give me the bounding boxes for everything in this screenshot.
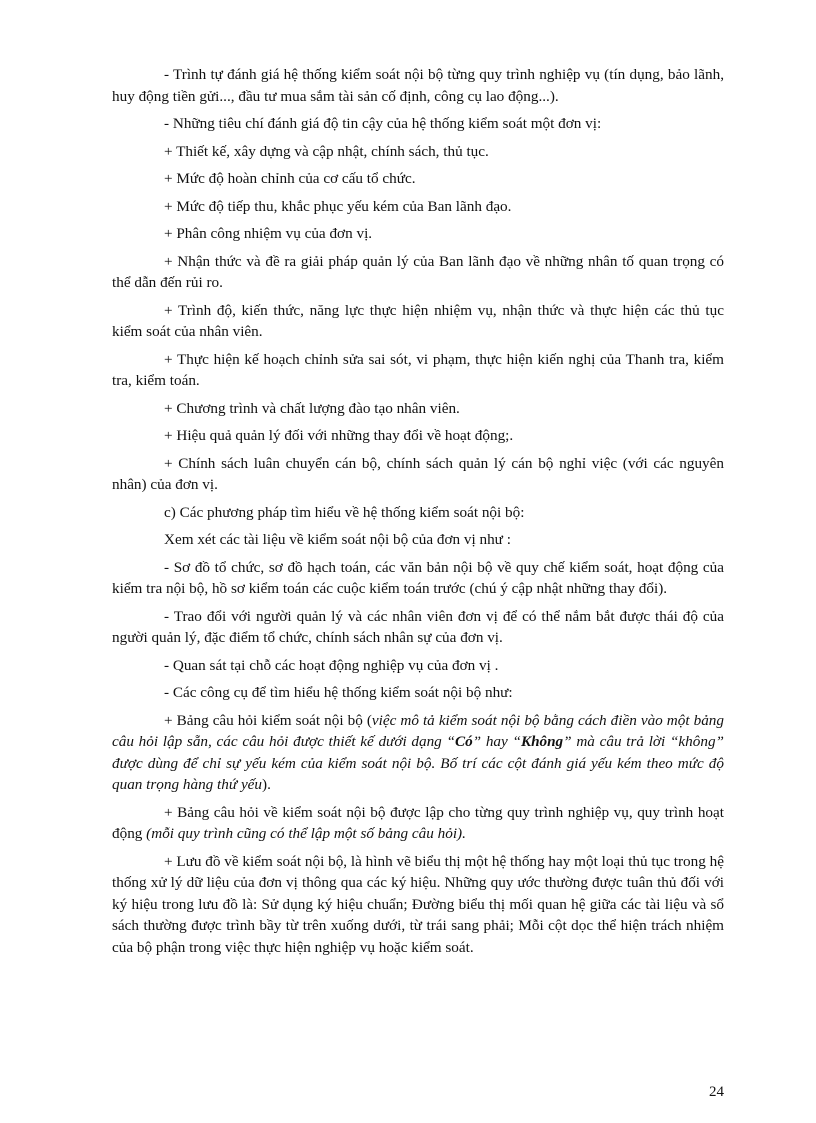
text-run: ). bbox=[262, 776, 271, 793]
text-run: + Bảng câu hỏi kiểm soát nội bộ ( bbox=[164, 711, 372, 729]
paragraph: - Quan sát tại chỗ các hoạt động nghiệp vụ của đơn vị . bbox=[164, 656, 499, 674]
list-item: + Chương trình và chất lượng đào tạo nhân viên. bbox=[164, 399, 460, 417]
italic-text: (mỗi quy trình cũng có thể lập một số bảng câu hỏi). bbox=[146, 825, 466, 842]
list-item: + Trình độ, kiến thức, năng lực thực hiện nhiệm vụ, nhận thức và thực hiện các thủ tục kiểm soát của nhân viên. bbox=[112, 301, 724, 340]
bold-italic-text: Có bbox=[454, 733, 473, 750]
page-number: 24 bbox=[709, 1084, 724, 1100]
list-item: + Mức độ tiếp thu, khắc phục yếu kém của Ban lãnh đạo. bbox=[164, 197, 512, 215]
list-item: + Lưu đồ về kiểm soát nội bộ, là hình vẽ biểu thị một hệ thống hay một loại thủ tục trong hệ thống xử lý dữ liệu của đơn vị thông qua các ký hiệu. Những quy ước thường được tuân thủ đối với ký hiệu trong lưu đồ là: Sử dụng ký hiệu chuẩn; Đường biểu thị mối quan hệ giữa các tài liệu và sổ sách thường được trình bầy từ trên xuống dưới, từ trái sang phải; Mỗi cột dọc thể hiện trách nhiệm của bộ phận trong việc thực hiện nghiệp vụ hoặc kiểm soát. bbox=[112, 852, 724, 956]
italic-text: việc mô tả kiểm soát nội bộ bằng cách điền vào một bảng câu hỏi lập sẵn, các câu hỏi được thiết kế dưới dạng “ bbox=[112, 711, 724, 750]
list-item: + Chính sách luân chuyển cán bộ, chính sách quản lý cán bộ nghỉ việc (với các nguyên nhân) của đơn vị. bbox=[112, 454, 724, 493]
list-item: + Nhận thức và đề ra giải pháp quản lý của Ban lãnh đạo về những nhân tố quan trọng có thể dẫn đến rủi ro. bbox=[112, 252, 724, 291]
paragraph: - Trình tự đánh giá hệ thống kiểm soát nội bộ từng quy trình nghiệp vụ (tín dụng, bảo lãnh, huy động tiền gửi..., đầu tư mua sắm tài sản cố định, công cụ lao động...). bbox=[112, 66, 724, 105]
paragraph: Xem xét các tài liệu về kiểm soát nội bộ của đơn vị như : bbox=[164, 531, 511, 548]
list-item: + Thực hiện kế hoạch chỉnh sửa sai sót, vi phạm, thực hiện kiến nghị của Thanh tra, kiểm tra, kiểm toán. bbox=[112, 350, 724, 389]
italic-text: ” mà câu trả lời “không” được dùng để chỉ sự yếu kém của kiểm soát nội bộ. Bố trí các cột đánh giá yếu kém theo mức độ quan trọng hàng thứ yếu bbox=[112, 733, 724, 793]
paragraph: - Sơ đồ tổ chức, sơ đồ hạch toán, các văn bản nội bộ về quy chế kiểm soát, hoạt động của kiểm tra nội bộ, hồ sơ kiểm toán các cuộc kiểm toán trước (chú ý cập nhật những thay đổi). bbox=[112, 558, 724, 597]
list-item bbox=[112, 710, 724, 796]
paragraph: - Những tiêu chí đánh giá độ tin cậy của hệ thống kiểm soát một đơn vị: bbox=[164, 115, 602, 132]
list-item: + Mức độ hoàn chỉnh của cơ cấu tổ chức. bbox=[164, 170, 416, 187]
bold-italic-text: Không bbox=[520, 733, 564, 750]
italic-text: ” hay “ bbox=[472, 733, 521, 750]
text-run: + Bảng câu hỏi về kiểm soát nội bộ được lập cho từng quy trình nghiệp vụ, quy trình hoạt động bbox=[112, 803, 724, 842]
list-item bbox=[112, 802, 724, 845]
list-item: + Phân công nhiệm vụ của đơn vị. bbox=[164, 225, 373, 242]
document-body bbox=[112, 64, 724, 964]
paragraph: - Trao đổi với người quản lý và các nhân viên đơn vị để có thể nắm bắt được thái độ của người quản lý, đặc điểm tổ chức, chính sách nhân sự của đơn vị. bbox=[112, 607, 724, 646]
list-item: + Thiết kế, xây dựng và cập nhật, chính sách, thủ tục. bbox=[164, 142, 489, 160]
section-heading: c) Các phương pháp tìm hiểu về hệ thống kiểm soát nội bộ: bbox=[164, 503, 525, 521]
paragraph: - Các công cụ để tìm hiểu hệ thống kiểm soát nội bộ như: bbox=[164, 684, 513, 701]
list-item: + Hiệu quả quản lý đối với những thay đổi về hoạt động;. bbox=[164, 427, 514, 444]
